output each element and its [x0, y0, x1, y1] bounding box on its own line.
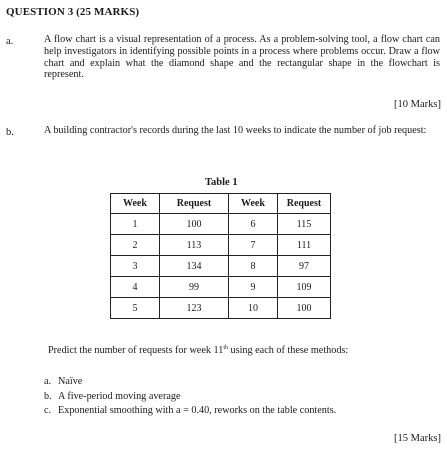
- table-cell: 2: [111, 235, 160, 256]
- table-row: [111, 214, 331, 235]
- method-letter: a.: [44, 376, 52, 387]
- table-cell: 113: [160, 235, 229, 256]
- header-request-1: Request: [160, 194, 229, 214]
- table-cell: 5: [111, 298, 160, 319]
- table-row: [111, 235, 331, 256]
- table-row: [111, 277, 331, 298]
- part-a-letter: a.: [6, 36, 14, 47]
- method-text: A five-period moving average: [58, 390, 181, 402]
- header-week-1: Week: [111, 194, 160, 214]
- prompt-superscript: th: [223, 345, 228, 351]
- table-cell: 6: [229, 214, 278, 235]
- methods-list: [44, 375, 336, 419]
- table-cell: 109: [278, 277, 331, 298]
- part-a-text: A flow chart is a visual representation of a process. As a problem-solving tool, a flow chart can help investigators in identifying possible points in a process where problems occur. Draw a flow chart and explain what the diamond shape and the rectangular shape in the flowchart is represent.: [44, 34, 440, 81]
- part-b-letter: b.: [6, 127, 14, 138]
- part-b-marks: [15 Marks]: [394, 433, 441, 444]
- table-cell: 1: [111, 214, 160, 235]
- question-title: QUESTION 3 (25 MARKS): [6, 6, 140, 18]
- list-item: [44, 375, 336, 390]
- table-cell: 115: [278, 214, 331, 235]
- table-cell: 111: [278, 235, 331, 256]
- table-cell: 100: [160, 214, 229, 235]
- table-header-row: [111, 194, 331, 214]
- table-cell: 9: [229, 277, 278, 298]
- prompt-text-after: using each of these methods:: [227, 345, 349, 356]
- table-cell: 123: [160, 298, 229, 319]
- table-cell: 3: [111, 256, 160, 277]
- table-cell: 7: [229, 235, 278, 256]
- table-cell: 97: [278, 256, 331, 277]
- prediction-prompt: [48, 345, 348, 356]
- table-cell: 100: [278, 298, 331, 319]
- part-b-text: A building contractor's records during the last 10 weeks to indicate the number of job request:: [44, 125, 427, 136]
- method-text: Naïve: [58, 376, 83, 387]
- method-letter: b.: [44, 390, 52, 402]
- list-item: [44, 390, 336, 405]
- table-cell: 10: [229, 298, 278, 319]
- request-table: [110, 193, 331, 319]
- method-text: Exponential smoothing with a = 0.40, reworks on the table contents.: [58, 405, 337, 416]
- table-row: [111, 298, 331, 319]
- prompt-text-before: Predict the number of requests for week 11: [48, 345, 224, 356]
- table-cell: 4: [111, 277, 160, 298]
- method-letter: c.: [44, 405, 52, 416]
- table-caption: Table 1: [205, 177, 238, 188]
- table-cell: 99: [160, 277, 229, 298]
- part-a-marks: [10 Marks]: [394, 99, 441, 110]
- table-cell: 8: [229, 256, 278, 277]
- table-cell: 134: [160, 256, 229, 277]
- header-request-2: Request: [278, 194, 331, 214]
- header-week-2: Week: [229, 194, 278, 214]
- table-row: [111, 256, 331, 277]
- list-item: [44, 404, 336, 419]
